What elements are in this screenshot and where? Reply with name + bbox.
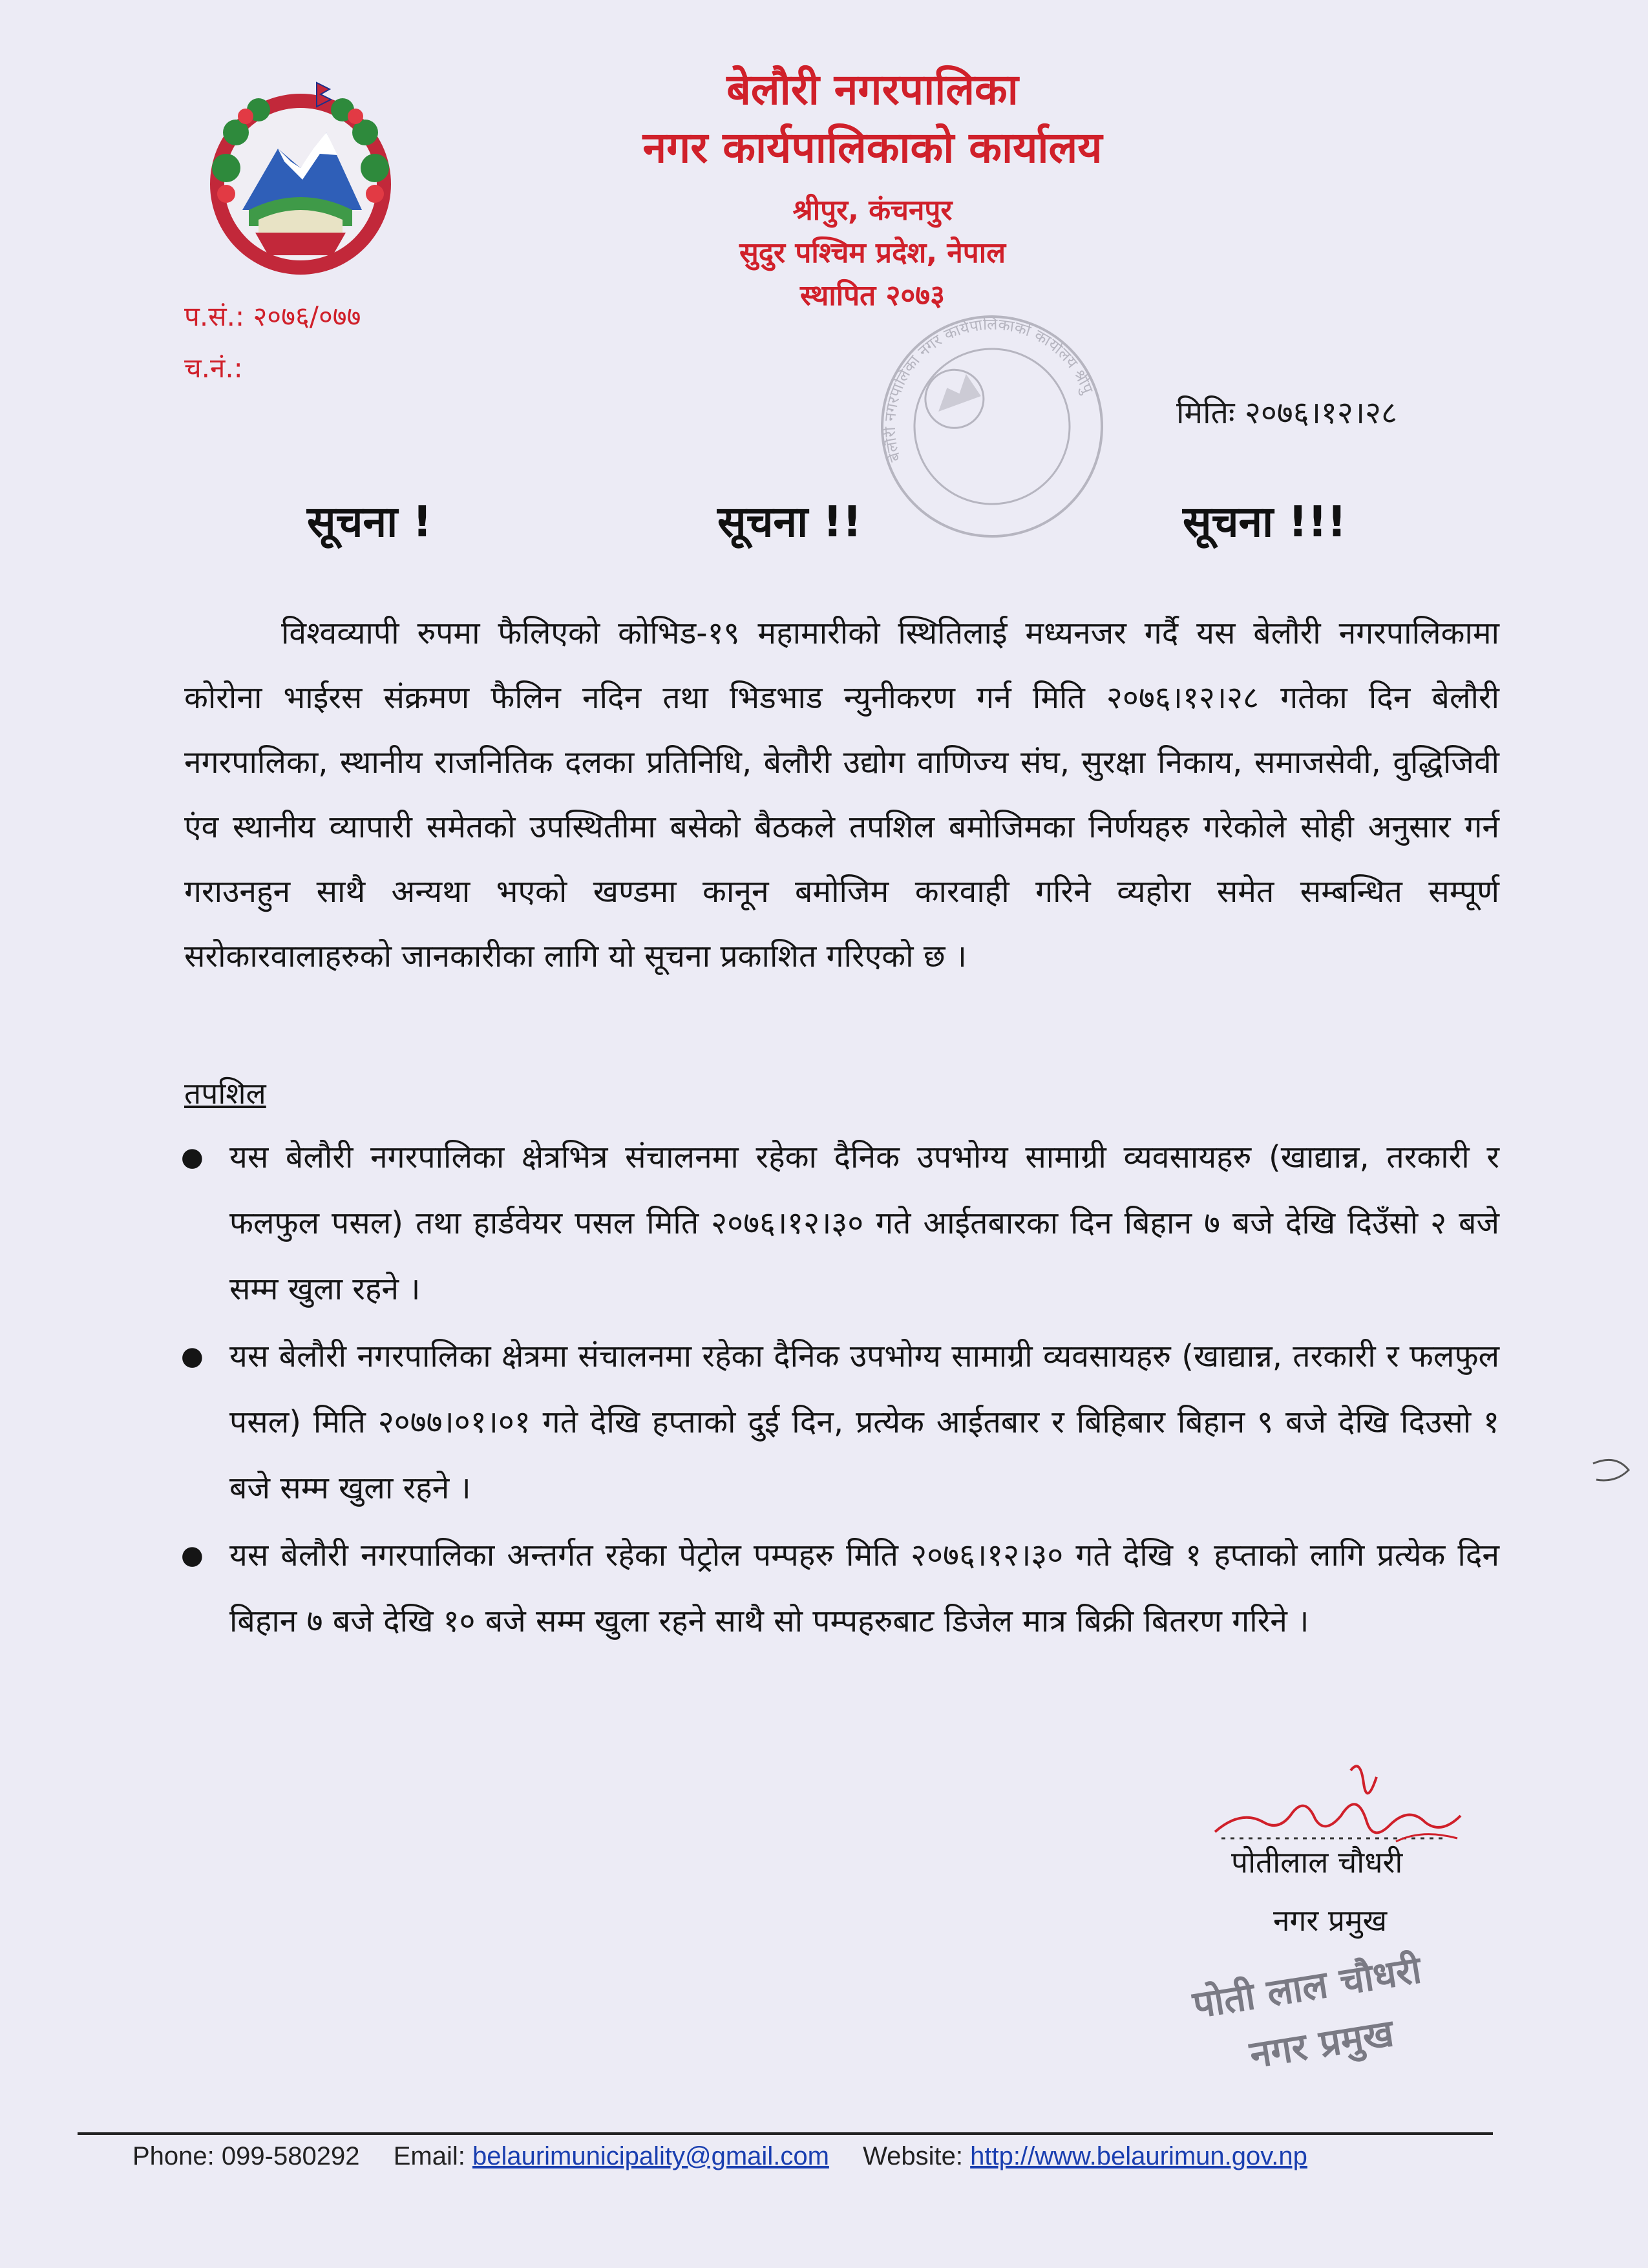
bullet-icon: ● bbox=[181, 1540, 204, 1570]
decision-list bbox=[174, 1124, 1499, 1655]
notice-body bbox=[184, 601, 1499, 989]
svg-text:बेलौरी नगरपालिका नगर कार्यपालि bbox=[869, 304, 1097, 474]
reference-block bbox=[184, 291, 361, 394]
office-province: सुदुर पश्चिम प्रदेश, नेपाल bbox=[739, 236, 1006, 269]
bullet-icon: ● bbox=[181, 1341, 204, 1371]
bullet-icon: ● bbox=[181, 1142, 204, 1172]
office-address: श्रीपुर, कंचनपुर bbox=[792, 194, 953, 227]
website-label: Website: bbox=[863, 2142, 964, 2170]
body-paragraph: विश्वव्यापी रुपमा फैलिएको कोभिड-१९ महामारीको स्थितिलाई मध्यनजर गर्दै यस बेलौरी नगरपालिकामा कोरोना भाईरस संक्रमण फैलिन नदिन तथा भिडभाड न्युनीकरण गर्न मिति २०७६।१२।२८ गतेका दिन बेलौरी नगरपालिका, स्थानीय राजनितिक दलका प्रतिनिधि, बेलौरी उद्योग वाणिज्य संघ, सुरक्षा निकाय, समाजसेवी, वुद्धिजिवी एंव स्थानीय व्यापारी समेतको उपस्थितीमा बसेको बैठकले तपशिल बमोजिमका निर्णयहरु गरेकोले सोही अनुसार गर्न गराउनहुन साथै अन्यथा भएको खण्डमा कानून बमोजिम कारवाही गरिने व्यहोरा समेत सम्बन्धित सम्पूर्ण सरोकारवालाहरुको जानकारीका लागि यो सूचना प्रकाशित गरिएको छ । bbox=[184, 615, 1499, 974]
stamp-title: नगर प्रमुख bbox=[1247, 2010, 1397, 2077]
phone-number: 099-580292 bbox=[221, 2142, 360, 2170]
office-seal-text: बेलौरी नगरपालिका नगर कार्यपालिकाको कार्यालय श्रीपुर, bbox=[880, 315, 1097, 464]
established-year: स्थापित २०७३ bbox=[799, 279, 945, 312]
signatory-name: पोतीलाल चौधरी bbox=[1231, 1845, 1403, 1880]
notice-title-3: सूचना !!! bbox=[1183, 497, 1347, 547]
footer-divider bbox=[78, 2132, 1493, 2135]
handwritten-signature bbox=[1202, 1751, 1474, 1854]
notice-date: मितिः २०७६।१२।२८ bbox=[1176, 395, 1397, 431]
notice-title-2: सूचना !! bbox=[717, 497, 862, 547]
notice-titles bbox=[0, 491, 1648, 556]
signatory-title: नगर प्रमुख bbox=[1273, 1903, 1388, 1938]
decision-text: यस बेलौरी नगरपालिका अन्तर्गत रहेका पेट्रोल पम्पहरु मिति २०७६।१२।३० गते देखि १ हप्ताको लागि प्रत्येक दिन बिहान ७ बजे देखि १० बजे सम्म खुला रहने साथै सो पम्पहरुबाट डिजेल मात्र बिक्री बितरण गरिने । bbox=[229, 1537, 1499, 1639]
municipality-name: बेलौरी नगरपालिका bbox=[726, 65, 1019, 114]
tapashil-heading: तपशिल bbox=[184, 1076, 266, 1111]
website-link[interactable]: http://www.belaurimun.gov.np bbox=[970, 2142, 1307, 2170]
email-label: Email: bbox=[393, 2142, 465, 2170]
office-header bbox=[452, 61, 1293, 317]
notice-title-1: सूचना ! bbox=[307, 497, 432, 547]
nepal-emblem-icon bbox=[187, 71, 414, 284]
chalani-number: च.नं.: bbox=[184, 352, 243, 384]
stamp-name: पोती लाल चौधरी bbox=[1190, 1948, 1424, 2027]
list-item bbox=[174, 1522, 1499, 1654]
patra-sankhya: प.सं.: २०७६/०७७ bbox=[184, 300, 361, 332]
email-link[interactable]: belaurimunicipality@gmail.com bbox=[472, 2142, 829, 2170]
decision-text: यस बेलौरी नगरपालिका क्षेत्रमा संचालनमा रहेका दैनिक उपभोग्य सामाग्री व्यवसायहरु (खाद्यान्न, तरकारी र फलफुल पसल) मिति २०७७।०१।०१ गते देखि हप्ताको दुई दिन, प्रत्येक आईतबार र बिहिबार बिहान ९ बजे देखि दिउसो १ बजे सम्म खुला रहने । bbox=[229, 1338, 1499, 1506]
decision-text: यस बेलौरी नगरपालिका क्षेत्रभित्र संचालनमा रहेका दैनिक उपभोग्य सामाग्री व्यवसायहरु (खाद्यान्न, तरकारी र फलफुल पसल) तथा हार्डवेयर पसल मिति २०७६।१२।३० गते आईतबारका दिन बिहान ७ बजे देखि दिउँसो २ बजे सम्म खुला रहने । bbox=[229, 1139, 1499, 1307]
office-name: नगर कार्यपालिकाको कार्यालय bbox=[642, 123, 1103, 173]
list-item bbox=[174, 1124, 1499, 1322]
phone-label: Phone: bbox=[132, 2142, 215, 2170]
list-item bbox=[174, 1323, 1499, 1521]
contact-footer bbox=[132, 2142, 1307, 2171]
signature-stamp bbox=[1183, 1932, 1480, 2087]
margin-mark bbox=[1590, 1454, 1642, 1493]
